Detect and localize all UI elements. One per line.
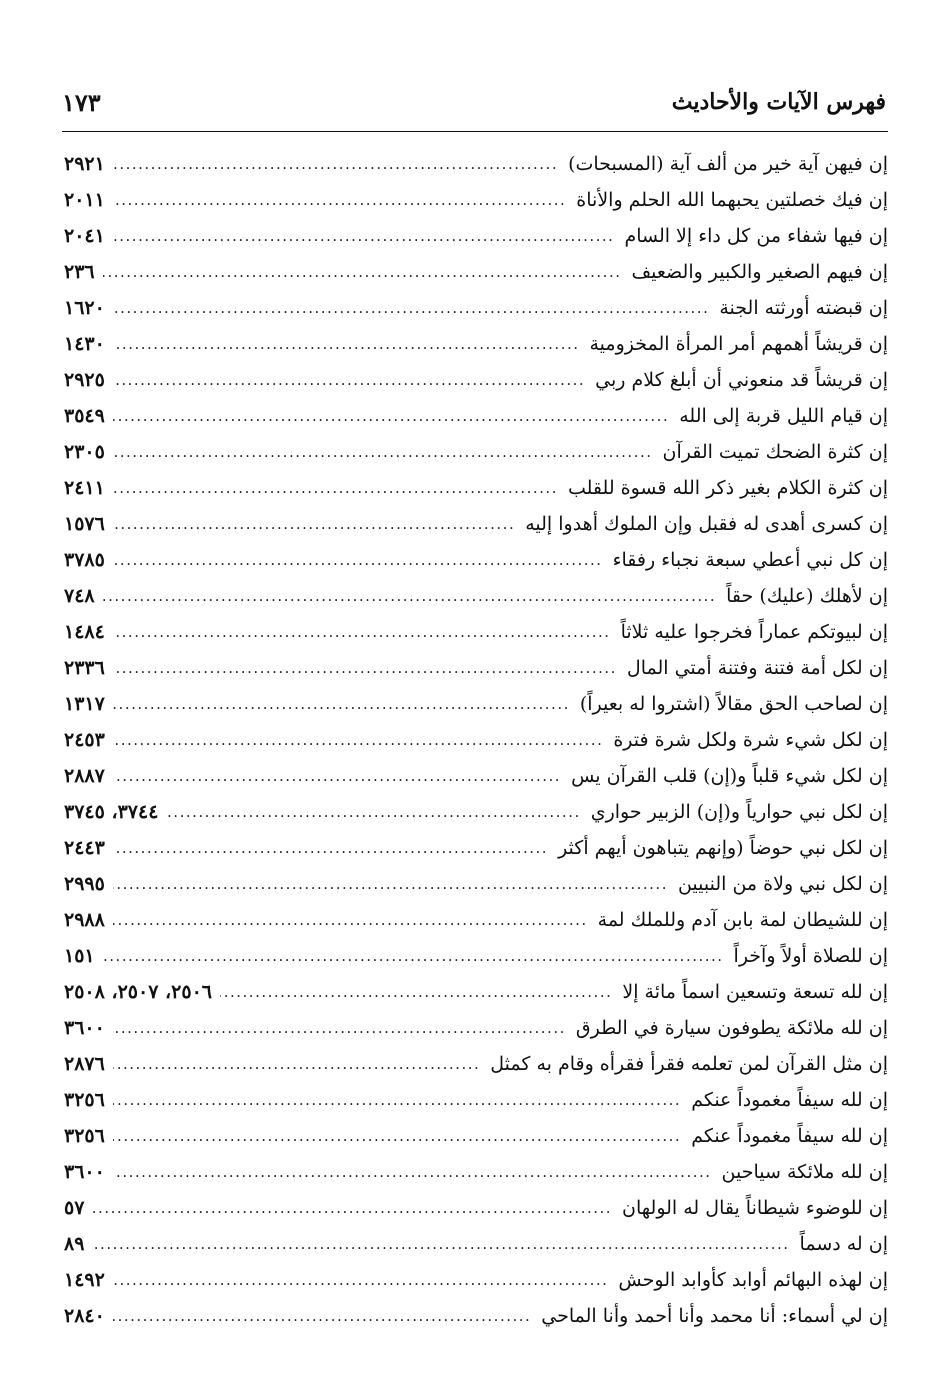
index-entry — [64, 1226, 888, 1262]
index-entry — [64, 794, 888, 830]
dot-leader — [113, 686, 570, 722]
index-entry — [64, 1046, 888, 1082]
entry-text: إن لبيوتكم عماراً فخرجوا عليه ثلاثاً — [620, 621, 888, 643]
dot-leader — [166, 794, 580, 830]
index-entry — [64, 434, 888, 470]
index-entry — [64, 398, 888, 434]
entry-reference: ٢٩٨٨ — [64, 909, 105, 931]
dot-leader — [92, 1190, 612, 1226]
index-list — [64, 146, 888, 1334]
index-entry — [64, 758, 888, 794]
index-entry — [64, 1298, 888, 1334]
entry-reference: ٢٨٧٦ — [64, 1053, 105, 1075]
entry-reference: ٢٩٢٥ — [64, 369, 105, 391]
index-entry — [64, 1154, 888, 1190]
entry-text: إن فيهم الصغير والكبير والضعيف — [631, 261, 888, 283]
entry-text: إن مثل القرآن لمن تعلمه فقرأ فقرأه وقام به كمثل — [490, 1053, 888, 1075]
entry-reference: ٢٨٨٧ — [64, 765, 105, 787]
index-entry — [64, 1010, 888, 1046]
entry-reference: ١٤٨٤ — [64, 621, 105, 643]
index-entry — [64, 254, 888, 290]
dot-leader — [113, 1118, 681, 1154]
entry-reference: ١٤٩٢ — [64, 1269, 105, 1291]
entry-reference: ٢٥٠٦، ٢٥٠٧، ٢٥٠٨ — [64, 981, 212, 1003]
entry-reference: ٣٢٥٦ — [64, 1089, 105, 1111]
entry-text: إن للوضوء شيطاناً يقال له الولهان — [622, 1197, 888, 1219]
entry-text: إن لله ملائكة سياحين — [721, 1161, 888, 1183]
entry-reference: ٣٦٠٠ — [64, 1017, 105, 1039]
entry-text: إن قيام الليل قربة إلى الله — [679, 405, 888, 427]
dot-leader — [113, 434, 653, 470]
dot-leader — [113, 1262, 609, 1298]
entry-reference: ١٣١٧ — [64, 693, 105, 715]
entry-text: إن قبضته أورثته الجنة — [719, 297, 888, 319]
dot-leader — [113, 218, 615, 254]
index-entry — [64, 830, 888, 866]
dot-leader — [113, 1082, 681, 1118]
dot-leader — [113, 830, 548, 866]
entry-text: إن لكل شيء شرة ولكل شرة فترة — [613, 729, 888, 751]
page-header — [62, 82, 886, 122]
entry-reference: ٥٧ — [64, 1197, 85, 1219]
dot-leader — [103, 578, 717, 614]
dot-leader — [113, 722, 604, 758]
entry-reference: ٢٨٤٠ — [64, 1305, 105, 1327]
entry-reference: ٢٠١١ — [64, 189, 105, 211]
header-divider — [62, 131, 888, 132]
entry-reference: ٢٤٤٣ — [64, 837, 105, 859]
entry-text: إن قريشاً أهمهم أمر المرأة المخزومية — [589, 333, 888, 355]
dot-leader — [113, 470, 558, 506]
entry-reference: ٢٤١١ — [64, 477, 105, 499]
entry-text: إن لله سيفاً مغموداً عنكم — [691, 1089, 888, 1111]
index-entry — [64, 866, 888, 902]
index-entry — [64, 146, 888, 182]
index-entry — [64, 974, 888, 1010]
dot-leader — [113, 902, 588, 938]
dot-leader — [113, 506, 515, 542]
dot-leader — [113, 326, 580, 362]
entry-reference: ٢٩٢١ — [64, 153, 105, 175]
entry-text: إن لصاحب الحق مقالاً (اشتروا له بعيراً) — [579, 693, 888, 715]
entry-text: إن لكل شيء قلباً و(إن) قلب القرآن يس — [571, 765, 888, 787]
entry-text: إن كثرة الضحك تميت القرآن — [662, 441, 888, 463]
entry-reference: ١٥١ — [64, 945, 95, 967]
dot-leader — [113, 362, 585, 398]
entry-reference: ٢٣٣٦ — [64, 657, 105, 679]
index-entry — [64, 686, 888, 722]
index-entry — [64, 722, 888, 758]
index-entry — [64, 578, 888, 614]
index-entry — [64, 542, 888, 578]
entry-text: إن كسرى أهدى له فقبل وإن الملوك أهدوا إليه — [525, 513, 888, 535]
dot-leader — [113, 1010, 566, 1046]
index-entry — [64, 1262, 888, 1298]
entry-text: إن كل نبي أعطي سبعة نجباء رفقاء — [612, 549, 888, 571]
entry-text: إن لله ملائكة يطوفون سيارة في الطرق — [575, 1017, 888, 1039]
entry-reference: ٢٣٠٥ — [64, 441, 105, 463]
entry-text: إن للشيطان لمة بابن آدم وللملك لمة — [597, 909, 888, 931]
dot-leader — [113, 146, 558, 182]
index-entry — [64, 902, 888, 938]
index-entry — [64, 1118, 888, 1154]
index-entry — [64, 326, 888, 362]
dot-leader — [113, 1154, 712, 1190]
entry-text: إن فيها شفاء من كل داء إلا السام — [624, 225, 888, 247]
dot-leader — [113, 758, 561, 794]
dot-leader — [113, 1298, 531, 1334]
dot-leader — [113, 398, 669, 434]
entry-reference: ٧٤٨ — [64, 585, 95, 607]
dot-leader — [113, 866, 668, 902]
dot-leader — [113, 182, 566, 218]
entry-text: إن فيهن آية خير من ألف آية (المسبحات) — [568, 153, 888, 175]
dot-leader — [113, 1046, 480, 1082]
index-entry — [64, 362, 888, 398]
dot-leader — [113, 614, 611, 650]
entry-reference: ٣٥٤٩ — [64, 405, 105, 427]
page-title: فهرس الآيات والأحاديث — [671, 89, 886, 115]
entry-text: إن قريشاً قد منعوني أن أبلغ كلام ربي — [595, 369, 888, 391]
index-entry — [64, 470, 888, 506]
entry-reference: ٣٢٥٦ — [64, 1125, 105, 1147]
entry-reference: ٢٩٩٥ — [64, 873, 105, 895]
entry-text: إن لهذه البهائم أوابد كأوابد الوحش — [618, 1269, 888, 1291]
entry-reference: ٣٧٤٤، ٣٧٤٥ — [64, 801, 159, 823]
entry-text: إن فيك خصلتين يحبهما الله الحلم والأناة — [576, 189, 888, 211]
dot-leader — [113, 650, 617, 686]
dot-leader — [92, 1226, 789, 1262]
index-entry — [64, 1082, 888, 1118]
entry-reference: ٣٦٠٠ — [64, 1161, 105, 1183]
index-entry — [64, 218, 888, 254]
entry-text: إن لكل نبي حوارياً و(إن) الزبير حواري — [590, 801, 888, 823]
entry-text: إن لكل أمة فتنة وفتنة أمتي المال — [626, 657, 888, 679]
entry-text: إن لله سيفاً مغموداً عنكم — [691, 1125, 888, 1147]
entry-reference: ١٤٣٠ — [64, 333, 105, 355]
dot-leader — [103, 254, 622, 290]
entry-reference: ٢٤٥٣ — [64, 729, 105, 751]
entry-reference: ٣٧٨٥ — [64, 549, 105, 571]
entry-text: إن كثرة الكلام بغير ذكر الله قسوة للقلب — [567, 477, 888, 499]
entry-text: إن لي أسماء: أنا محمد وأنا أحمد وأنا الماحي — [541, 1305, 888, 1327]
entry-text: إن لله تسعة وتسعين اسماً مائة إلا — [622, 981, 888, 1003]
entry-text: إن لأهلك (عليك) حقاً — [726, 585, 888, 607]
dot-leader — [103, 938, 724, 974]
dot-leader — [220, 974, 612, 1010]
entry-reference: ٨٩ — [64, 1233, 85, 1255]
index-entry — [64, 290, 888, 326]
index-entry — [64, 506, 888, 542]
page-number: ١٧٣ — [62, 87, 101, 117]
index-entry — [64, 650, 888, 686]
entry-reference: ٢٣٦ — [64, 261, 95, 283]
dot-leader — [113, 542, 603, 578]
entry-text: إن للصلاة أولاً وآخراً — [733, 945, 888, 967]
index-entry — [64, 1190, 888, 1226]
entry-text: إن لكل نبي ولاة من النبيين — [677, 873, 888, 895]
entry-text: إن له دسماً — [799, 1233, 888, 1255]
entry-text: إن لكل نبي حوضاً (وإنهم يتباهون أيهم أكثر — [558, 837, 888, 859]
entry-reference: ٢٠٤١ — [64, 225, 105, 247]
entry-reference: ١٥٧٦ — [64, 513, 105, 535]
index-entry — [64, 182, 888, 218]
index-entry — [64, 938, 888, 974]
entry-reference: ١٦٢٠ — [64, 297, 105, 319]
index-entry — [64, 614, 888, 650]
dot-leader — [113, 290, 710, 326]
